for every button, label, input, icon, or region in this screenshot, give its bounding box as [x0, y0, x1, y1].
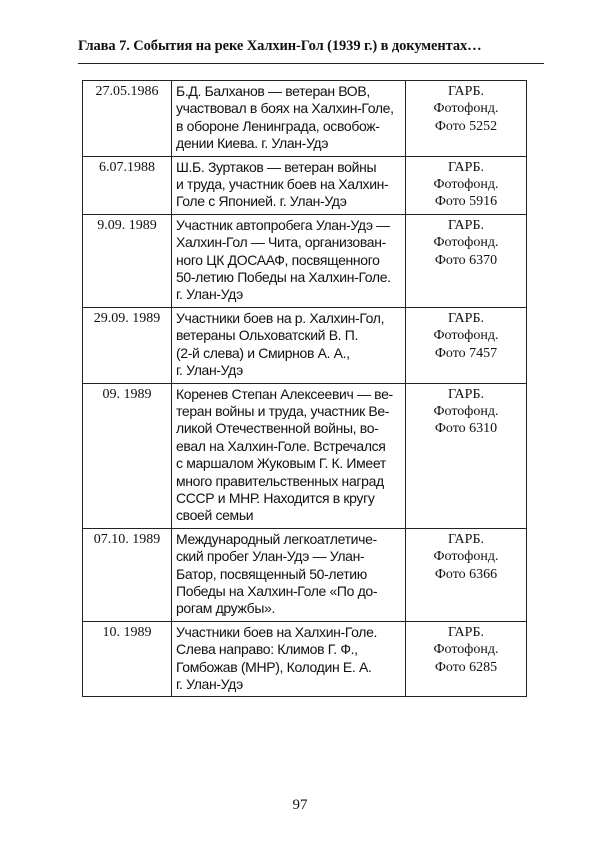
description-line: г. Улан-Удэ [176, 676, 243, 692]
description-line: г. Улан-Удэ [176, 362, 243, 379]
table-row [83, 307, 527, 383]
description-line: и труда, участник боев на Халхин- [176, 176, 389, 193]
description-line: Голе с Японией. г. Улан-Удэ [176, 193, 347, 210]
description-line: ветераны Ольховатский В. П. [176, 327, 359, 344]
description-line: Международный легкоатлетиче- [176, 530, 377, 547]
date-cell: 07.10. 1989 [83, 528, 172, 621]
table-body [83, 81, 527, 697]
source-line: Фотофонд. [433, 403, 499, 419]
source-cell [406, 307, 527, 383]
page-number: 97 [292, 797, 308, 813]
description-line: рогам дружбы». [176, 600, 276, 617]
description-line: своей семьи [176, 507, 254, 524]
table-row [83, 528, 527, 621]
source-line: Фото 6310 [434, 421, 498, 437]
date-cell: 10. 1989 [83, 621, 172, 697]
source-cell [406, 383, 527, 528]
source-line: Фото 6285 [434, 659, 498, 675]
description-line: Б.Д. Балханов — ветеран ВОВ, [176, 83, 370, 99]
date-cell: 6.07.1988 [83, 156, 172, 214]
source-line: ГАРБ. [447, 531, 484, 547]
source-cell [406, 156, 527, 214]
description-line: Батор, посвященный 50-летию [176, 565, 367, 582]
description-line: Халхин-Гол — Чита, организован- [176, 234, 386, 251]
source-line: ГАРБ. [447, 217, 484, 233]
description-line: Гомбожав (МНР), Колодин Е. А. [176, 658, 372, 675]
description-line: СССР и МНР. Находится в кругу [176, 489, 375, 506]
description-line: ский пробег Улан-Удэ — Улан- [176, 548, 365, 565]
description-line: евал на Халхин-Голе. Встречался [176, 437, 386, 454]
date-cell: 9.09. 1989 [83, 214, 172, 307]
description-line: (2-й слева) и Смирнов А. А., [176, 344, 350, 361]
description-cell [172, 307, 406, 383]
source-line: ГАРБ. [447, 386, 484, 402]
table-row [83, 214, 527, 307]
description-line: с маршалом Жуковым Г. К. Имеет [176, 455, 386, 472]
description-line: Ш.Б. Зуртаков — ветеран войны [176, 158, 377, 175]
source-line: Фотофонд. [433, 549, 499, 565]
source-line: ГАРБ. [447, 159, 484, 175]
description-line: участвовал в боях на Халхин-Голе, [176, 100, 394, 117]
description-cell [172, 621, 406, 697]
description-line: Участники боев на Халхин-Голе. [176, 623, 378, 640]
description-line: Участники боев на р. Халхин-Гол, [176, 309, 385, 326]
source-line: ГАРБ. [447, 84, 484, 99]
table-row [83, 621, 527, 697]
source-line: Фотофонд. [433, 642, 499, 658]
running-header: Глава 7. События на реке Халхин-Гол (1939 г.) в документах… [78, 38, 482, 54]
description-line: Победы на Халхин-Голе «По до- [176, 582, 378, 599]
description-cell [172, 214, 406, 307]
source-line: ГАРБ. [447, 310, 484, 326]
source-line: Фотофонд. [433, 235, 499, 251]
table-row [83, 81, 527, 157]
description-line: г. Улан-Удэ [176, 286, 243, 303]
source-cell [406, 528, 527, 621]
source-line: Фотофонд. [433, 177, 499, 193]
table-row [83, 156, 527, 214]
description-cell [172, 81, 406, 157]
source-cell [406, 81, 527, 157]
table-row [83, 383, 527, 528]
source-line: Фотофонд. [433, 328, 499, 344]
source-line: Фото 6366 [434, 566, 498, 582]
date-cell: 09. 1989 [83, 383, 172, 528]
description-line: ликой Отечественной войны, во- [176, 420, 379, 437]
description-line: ного ЦК ДОСААФ, посвященного [176, 251, 380, 268]
source-cell [406, 214, 527, 307]
date-cell: 27.05.1986 [83, 81, 172, 157]
description-cell [172, 383, 406, 528]
description-line: в обороне Ленинграда, освобож- [176, 117, 380, 134]
description-line: 50-летию Победы на Халхин-Голе. [176, 269, 391, 286]
photo-documents-table [82, 80, 527, 697]
description-cell [172, 528, 406, 621]
description-line: дении Киева. г. Улан-Удэ [176, 135, 329, 152]
source-line: Фото 5252 [434, 118, 498, 134]
source-line: Фото 7457 [434, 345, 498, 361]
description-line: Участник автопробега Улан-Удэ — [176, 216, 390, 233]
source-line: Фото 6370 [434, 252, 498, 268]
source-cell [406, 621, 527, 697]
source-line: Фотофонд. [433, 101, 499, 117]
description-line: Коренев Степан Алексеевич — ве- [176, 385, 393, 402]
description-cell [172, 156, 406, 214]
header-rule [78, 63, 544, 64]
source-line: Фото 5916 [434, 194, 498, 210]
description-line: теран войны и труда, участник Ве- [176, 402, 390, 419]
source-line: ГАРБ. [447, 624, 484, 640]
description-line: много правительственных наград [176, 472, 384, 489]
date-cell: 29.09. 1989 [83, 307, 172, 383]
description-line: Слева направо: Климов Г. Ф., [176, 641, 358, 658]
